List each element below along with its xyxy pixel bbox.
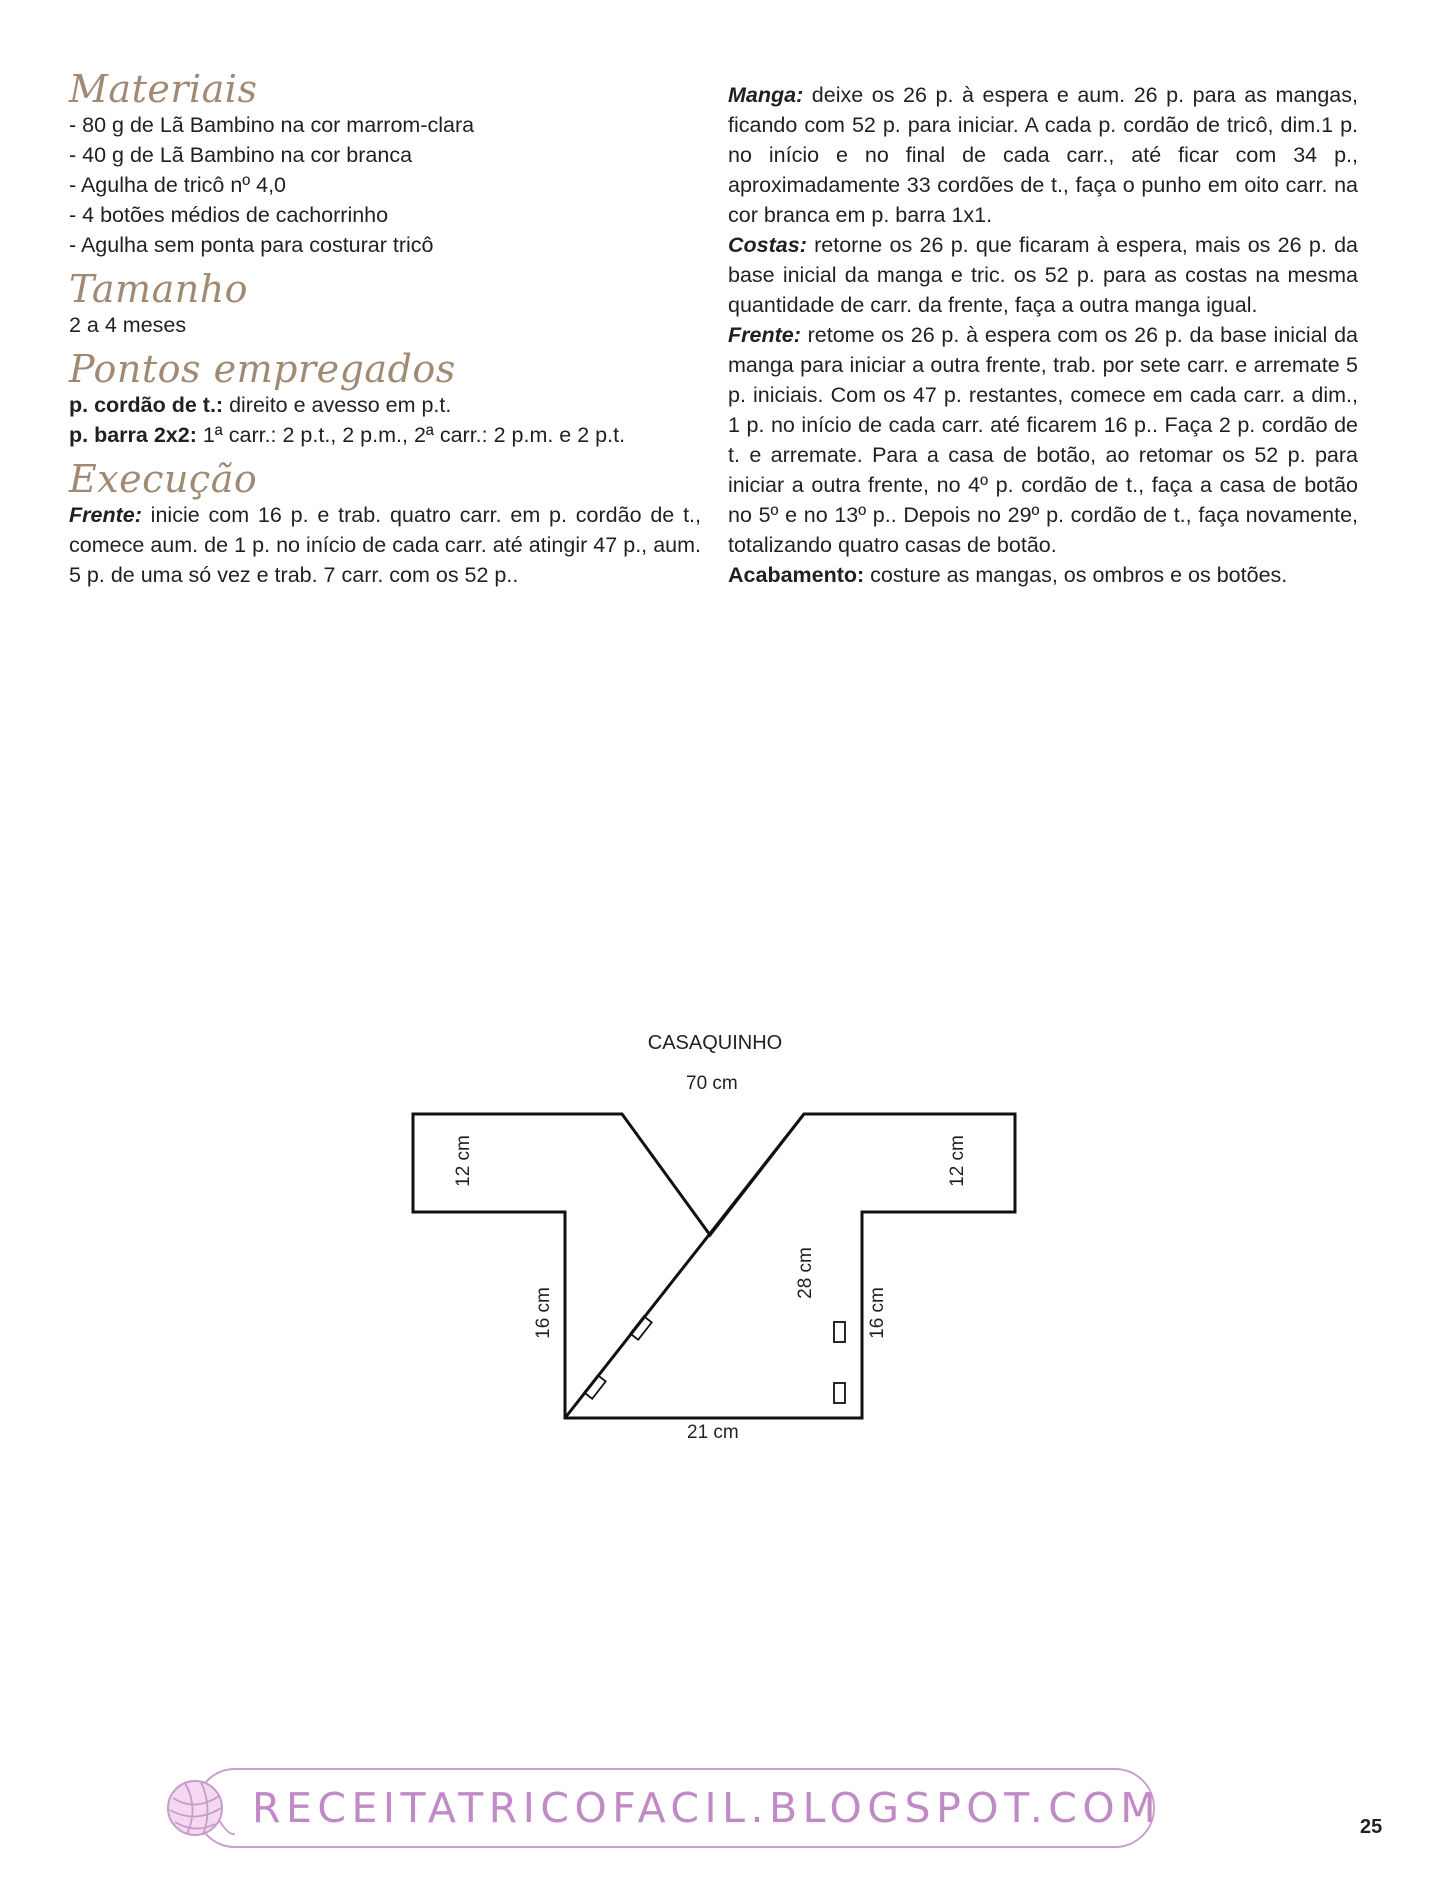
paragraph-text: retome os 26 p. à espera com os 26 p. da base inicial da manga para iniciar a outra frente, trab. por sete carr. e arremate 5 p. iniciais. Com os 47 p. restantes, comece em cada carr. a dim., 1 p. no início de cada carr. até ficarem 16 p.. Faça 2 p. cordão de t. e arremate. Para a casa de botão, ao retomar os 52 p. para iniciar a outra frente, no 4º p. cordão de t., faça a casa de botão no 5º e no 13º p.. Depois no 29º p. cordão de t., faça novamente, totalizando quatro casas de botão.: [728, 323, 1358, 557]
paragraph-text: deixe os 26 p. à espera e aum. 26 p. para as mangas, ficando com 52 p. para iniciar. A cada p. cordão de tricô, dim.1 p. no início e no final de cada carr., até ficar com 34 p., aproximadamente 33 cordões de t., faça o punho em oito carr. na cor branca em p. barra 1x1.: [728, 83, 1358, 227]
paragraph-label: Manga:: [728, 83, 804, 107]
stitch-text: direito e avesso em p.t.: [223, 393, 452, 417]
dim-side-right: 16 cm: [866, 1287, 888, 1339]
paragraph-text: inicie com 16 p. e trab. quatro carr. em p. cordão de t., comece aum. de 1 p. no início de cada carr. até atingir 47 p., aum. 5 p. de uma só vez e trab. 7 carr. com os 52 p..: [69, 503, 701, 587]
materials-item: - Agulha de tricô nº 4,0: [69, 173, 287, 197]
materials-item: - 4 botões médios de cachorrinho: [69, 203, 389, 227]
paragraph-label: Frente:: [728, 323, 801, 347]
stitches-heading: Pontos empregados: [69, 347, 456, 391]
page-number: 25: [1360, 1816, 1383, 1838]
schematic-left-outline: [413, 1114, 1015, 1418]
dim-front-height: 28 cm: [794, 1247, 816, 1299]
materials-item: - 40 g de Lã Bambino na cor branca: [69, 143, 413, 167]
paragraph-label: Costas:: [728, 233, 807, 257]
materials-item: - Agulha sem ponta para costurar tricô: [69, 233, 434, 257]
diagram-title: CASAQUINHO: [647, 1032, 783, 1054]
dim-sleeve-right: 12 cm: [946, 1135, 968, 1187]
size-heading: Tamanho: [69, 267, 249, 311]
dim-bottom: 21 cm: [687, 1422, 739, 1443]
buttonhole-diagonal-1: [630, 1316, 651, 1339]
materials-item: - 80 g de Lã Bambino na cor marrom-clara: [69, 113, 475, 137]
blog-url[interactable]: RECEITATRICOFACIL.BLOGSPOT.COM: [252, 1784, 1162, 1832]
materials-heading: Materiais: [69, 67, 258, 111]
stitch-label: p. barra 2x2:: [69, 423, 197, 447]
dim-width-top: 70 cm: [686, 1073, 738, 1094]
buttonhole-right-2: [834, 1383, 845, 1403]
paragraph-label: Frente:: [69, 503, 142, 527]
buttonhole-right-1: [834, 1322, 845, 1342]
paragraph-text: costure as mangas, os ombros e os botões.: [864, 563, 1288, 587]
paragraph-label: Acabamento:: [728, 563, 865, 587]
dim-sleeve-left: 12 cm: [452, 1135, 474, 1187]
dim-side-left: 16 cm: [532, 1287, 554, 1339]
execution-heading: Execução: [69, 457, 258, 501]
schematic-front-edge: [565, 1114, 804, 1418]
size-value: 2 a 4 meses: [69, 313, 187, 337]
stitch-text: 1ª carr.: 2 p.t., 2 p.m., 2ª carr.: 2 p.m. e 2 p.t.: [196, 423, 626, 447]
yarn-ball-icon: [163, 1776, 235, 1848]
paragraph-text: retorne os 26 p. que ficaram à espera, mais os 26 p. da base inicial da manga e tric. os 52 p. para as costas na mesma quantidade de carr. da frente, faça a outra manga igual.: [728, 233, 1358, 317]
stitch-label: p. cordão de t.:: [69, 393, 224, 417]
